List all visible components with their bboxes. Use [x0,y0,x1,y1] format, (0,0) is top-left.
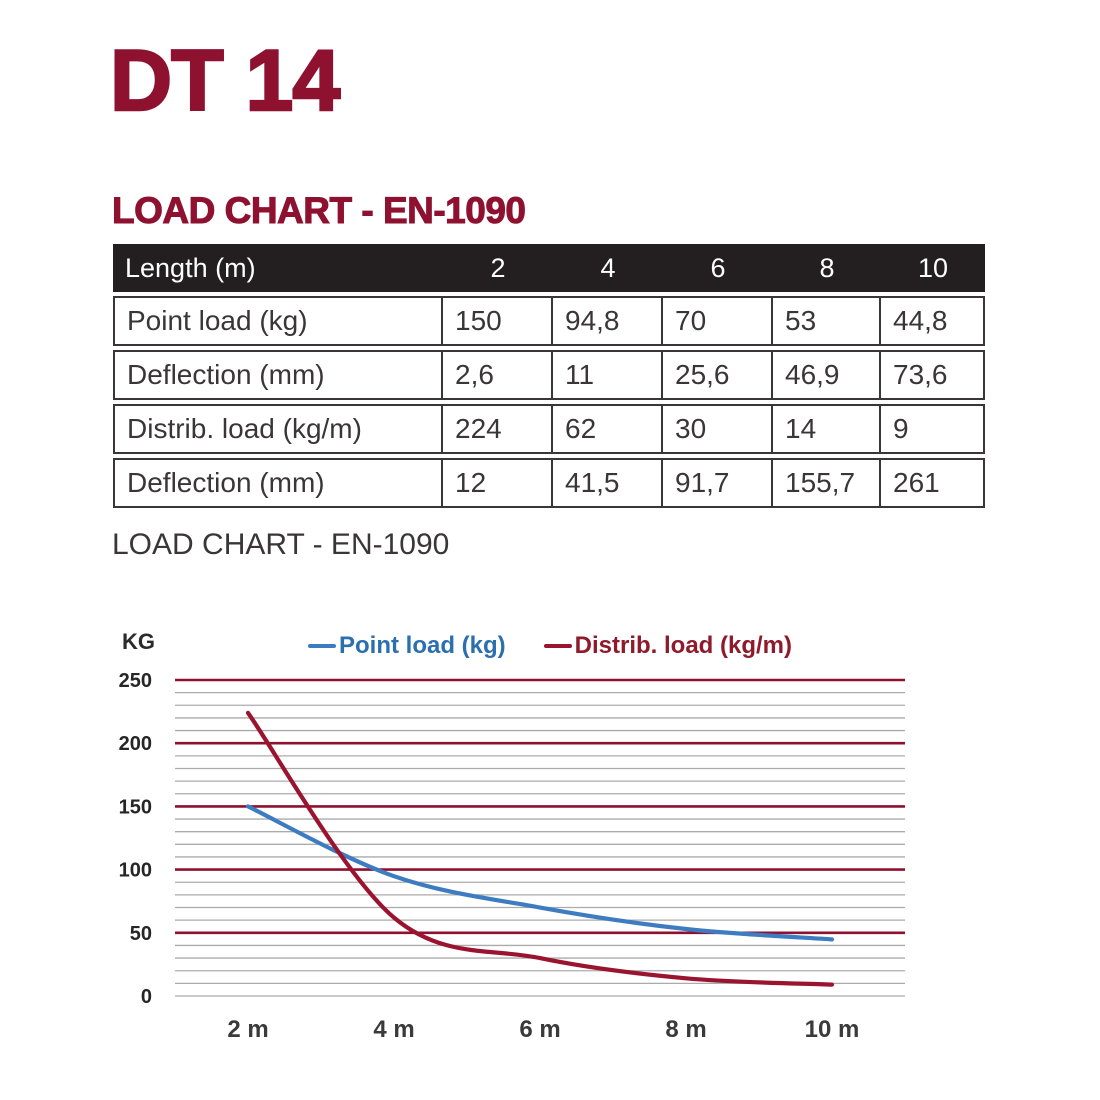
table-header-label: Length (m) [113,244,443,292]
y-tick-label: 100 [118,859,152,882]
table-header-cell: 4 [553,244,663,292]
y-tick-label: 150 [118,796,152,819]
table-cell: 224 [443,404,553,454]
x-tick-label: 8 m [665,1016,707,1043]
table-cell: 44,8 [881,296,985,346]
table-row-label: Point load (kg) [113,296,443,346]
table-cell: 30 [663,404,773,454]
table-cell: 155,7 [773,458,881,508]
series-line-point-load [248,806,832,939]
table-cell: 91,7 [663,458,773,508]
table-cell: 53 [773,296,881,346]
table-row-label: Deflection (mm) [113,458,443,508]
table-header-cell: 6 [663,244,773,292]
table-cell: 261 [881,458,985,508]
table-cell: 41,5 [553,458,663,508]
y-axis-unit-label: KG [122,629,155,654]
table-row-label: Deflection (mm) [113,350,443,400]
table-cell: 2,6 [443,350,553,400]
table-header-cell: 2 [443,244,553,292]
table-header-cell: 8 [773,244,881,292]
y-tick-label: 50 [129,922,152,945]
chart-subtitle: LOAD CHART - EN-1090 [112,528,450,561]
table-cell: 73,6 [881,350,985,400]
x-tick-label: 2 m [227,1016,269,1043]
legend-label: Distrib. load (kg/m) [574,632,793,659]
table-cell: 62 [553,404,663,454]
table-cell: 94,8 [553,296,663,346]
y-tick-label: 250 [118,670,152,692]
y-tick-label: 0 [140,986,152,1008]
table-cell: 46,9 [773,350,881,400]
table-cell: 9 [881,404,985,454]
product-title: DT 14 [110,33,340,129]
table-cell: 11 [553,350,663,400]
table-row-label: Distrib. load (kg/m) [113,404,443,454]
legend-label: Point load (kg) [339,632,506,659]
table-cell: 150 [443,296,553,346]
x-tick-label: 10 m [804,1016,860,1043]
table-cell: 70 [663,296,773,346]
section-heading: LOAD CHART - EN-1090 [112,190,526,231]
table-cell: 14 [773,404,881,454]
table-cell: 25,6 [663,350,773,400]
y-tick-label: 200 [118,733,152,756]
x-tick-label: 6 m [519,1016,561,1043]
series-line-distrib-load [248,713,832,985]
table-header-cell: 10 [881,244,985,292]
x-tick-label: 4 m [373,1016,415,1043]
table-cell: 12 [443,458,553,508]
